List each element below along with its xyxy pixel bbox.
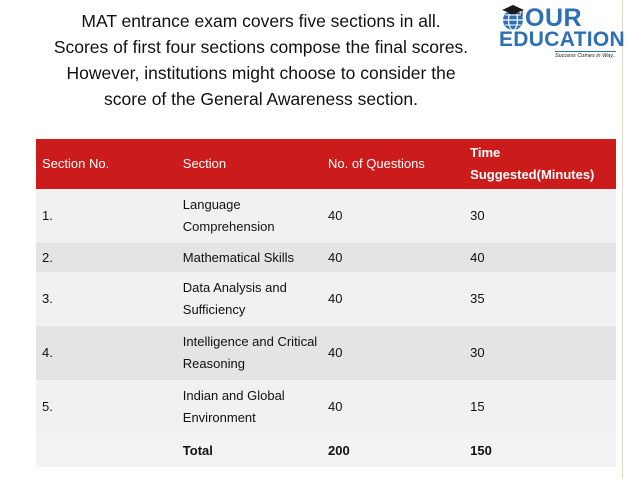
cell-questions: 40 (322, 189, 464, 243)
intro-line-3: However, institutions might choose to consider the (66, 63, 456, 83)
cell-total-minutes: 150 (464, 434, 616, 467)
cell-minutes: 35 (464, 272, 616, 326)
mat-sections-table (36, 139, 616, 467)
cell-section: Indian and Global Environment (177, 380, 322, 434)
cell-total-questions: 200 (322, 434, 464, 467)
cell-section-no: 4. (36, 326, 177, 380)
intro-line-4: score of the General Awareness section. (104, 89, 418, 109)
cell-total-label: Total (177, 434, 322, 467)
cell-minutes: 40 (464, 243, 616, 272)
our-education-logo (497, 2, 625, 60)
cell-section: Mathematical Skills (177, 243, 322, 272)
table-total-row (36, 434, 616, 467)
intro-line-2: Scores of first four sections compose the final scores. (53, 37, 469, 57)
header-section-no: Section No. (36, 139, 177, 189)
cell-section-no: 5. (36, 380, 177, 434)
cell-minutes: 15 (464, 380, 616, 434)
header-section: Section (177, 139, 322, 189)
cell-total-blank (36, 434, 177, 467)
right-rule (622, 0, 623, 479)
cell-questions: 40 (322, 326, 464, 380)
cell-questions: 40 (322, 272, 464, 326)
table-row (36, 189, 616, 243)
table-row (36, 326, 616, 380)
table-header-row (36, 139, 616, 189)
logo-word-education: EDUCATION (499, 28, 625, 51)
table-row (36, 243, 616, 272)
intro-text (22, 8, 500, 112)
cell-section-no: 1. (36, 189, 177, 243)
header-time-suggested: Time Suggested(Minutes) (464, 139, 616, 189)
cell-minutes: 30 (464, 326, 616, 380)
cell-section: Intelligence and Critical Reasoning (177, 326, 322, 380)
cell-section: Language Comprehension (177, 189, 322, 243)
cell-section-no: 2. (36, 243, 177, 272)
table-row (36, 272, 616, 326)
logo-tagline: Success Comes in Way.. (555, 53, 616, 59)
header-no-of-questions: No. of Questions (322, 139, 464, 189)
table-row (36, 380, 616, 434)
cell-section-no: 3. (36, 272, 177, 326)
cell-questions: 40 (322, 243, 464, 272)
logo-word-our: OUR (525, 4, 583, 32)
cell-minutes: 30 (464, 189, 616, 243)
cell-questions: 40 (322, 380, 464, 434)
cell-section: Data Analysis and Sufficiency (177, 272, 322, 326)
intro-line-1: MAT entrance exam covers five sections in all. (81, 11, 441, 31)
